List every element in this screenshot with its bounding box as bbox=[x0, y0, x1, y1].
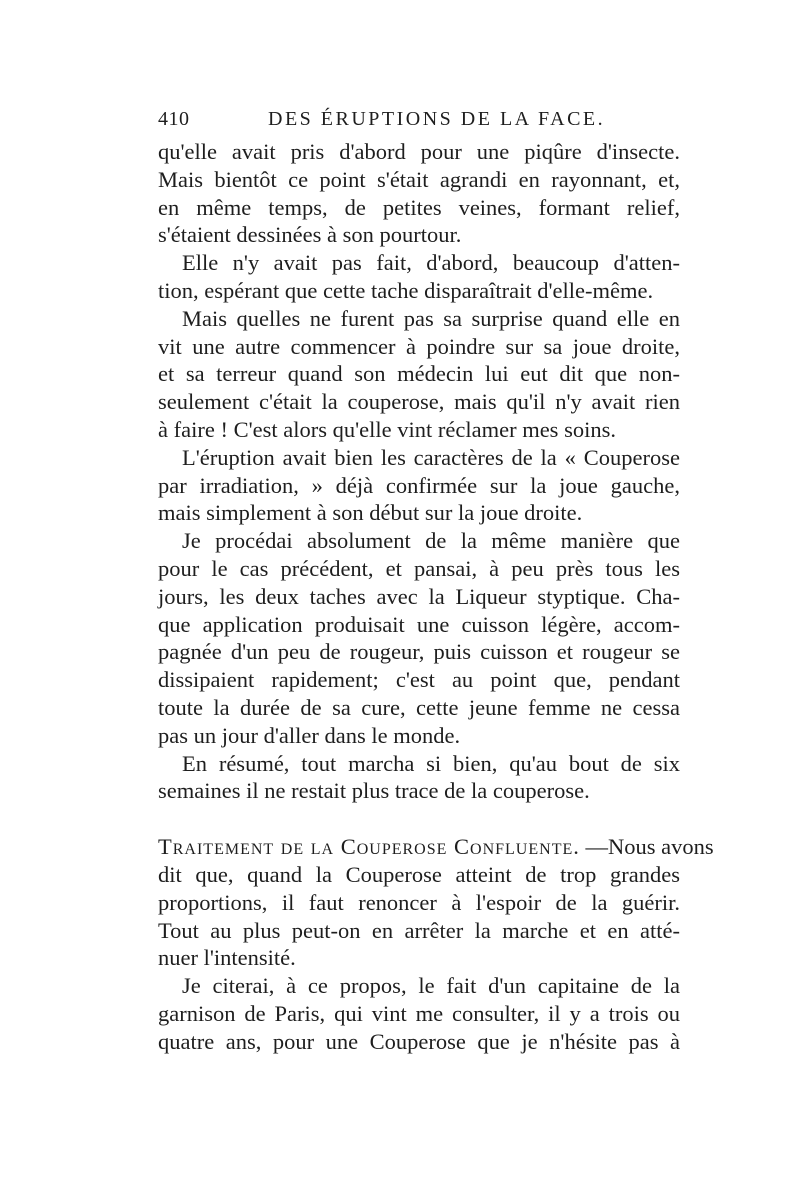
paragraph bbox=[158, 305, 680, 444]
text-line: mais simplement à son début sur la joue droite. bbox=[158, 500, 583, 526]
text-line: Je procédai absolument de la même manière que bbox=[182, 528, 680, 554]
text-line: pas un jour d'aller dans le monde. bbox=[158, 722, 461, 748]
section-gap bbox=[158, 805, 680, 833]
text-line: En résumé, tout marcha si bien, qu'au bout de six bbox=[182, 750, 680, 776]
text-line: Mais bientôt ce point s'était agrandi en rayonnant, et, bbox=[158, 166, 680, 192]
text-line: en même temps, de petites veines, formant relief, bbox=[158, 194, 680, 220]
text-line: tion, espérant que cette tache disparaîtrait d'elle-même. bbox=[158, 277, 654, 303]
paragraph bbox=[158, 972, 680, 1055]
text-line: L'éruption avait bien les caractères de la « Couperose bbox=[182, 444, 680, 470]
text-line: seulement c'était la couperose, mais qu'il n'y avait rien bbox=[158, 389, 680, 415]
section-heading: Traitement de la Couperose Confluente. bbox=[158, 834, 580, 860]
text-line: proportions, il faut renoncer à l'espoir de la guérir. bbox=[158, 889, 680, 915]
paragraph bbox=[158, 249, 680, 305]
text-line: Tout au plus peut-on en arrêter la marche et en atté- bbox=[158, 917, 680, 943]
text-line: semaines il ne restait plus trace de la couperose. bbox=[158, 778, 590, 804]
paragraph bbox=[158, 527, 680, 749]
running-title: DES ÉRUPTIONS DE LA FACE. bbox=[268, 108, 606, 130]
text-line: toute la durée de sa cure, cette jeune femme ne cessa bbox=[158, 694, 680, 720]
text-line: qu'elle avait pris d'abord pour une piqûre d'insecte. bbox=[158, 139, 680, 164]
text-line: que application produisait une cuisson légère, accom- bbox=[158, 611, 680, 637]
book-page bbox=[158, 104, 714, 1056]
paragraph bbox=[158, 444, 680, 527]
text-line: jours, les deux taches avec la Liqueur styptique. Cha- bbox=[158, 583, 680, 609]
text-line: nuer l'intensité. bbox=[158, 945, 296, 971]
text-line: Je citerai, à ce propos, le fait d'un capitaine de la bbox=[182, 973, 680, 999]
text-line: dissipaient rapidement; c'est au point que, pendant bbox=[158, 667, 680, 693]
paragraph bbox=[158, 138, 680, 249]
page-number: 410 bbox=[158, 108, 190, 130]
running-head bbox=[158, 104, 680, 138]
text-line: pour le cas précédent, et pansai, à peu près tous les bbox=[158, 555, 680, 581]
text-line: s'étaient dessinées à son pourtour. bbox=[158, 222, 462, 248]
text-line: et sa terreur quand son médecin lui eut dit que non- bbox=[158, 361, 680, 387]
text-line: quatre ans, pour une Couperose que je n'hésite pas à bbox=[158, 1028, 680, 1054]
paragraph bbox=[158, 750, 680, 806]
text-line: Elle n'y avait pas fait, d'abord, beaucoup d'atten- bbox=[182, 250, 680, 276]
text-line: à faire ! C'est alors qu'elle vint réclamer mes soins. bbox=[158, 416, 616, 442]
text-line: par irradiation, » déjà confirmée sur la joue gauche, bbox=[158, 472, 680, 498]
text-line: vit une autre commencer à poindre sur sa joue droite, bbox=[158, 333, 680, 359]
body-text bbox=[158, 138, 714, 1056]
text-line: Mais quelles ne furent pas sa surprise quand elle en bbox=[182, 305, 680, 331]
section-paragraph bbox=[158, 833, 714, 972]
section-heading-tail: —Nous avons bbox=[579, 834, 714, 860]
text-line: garnison de Paris, qui vint me consulter, il y a trois ou bbox=[158, 1000, 680, 1026]
section-first-line bbox=[158, 833, 714, 861]
text-line: dit que, quand la Couperose atteint de trop grandes bbox=[158, 861, 680, 887]
text-line: pagnée d'un peu de rougeur, puis cuisson et rougeur se bbox=[158, 639, 680, 665]
